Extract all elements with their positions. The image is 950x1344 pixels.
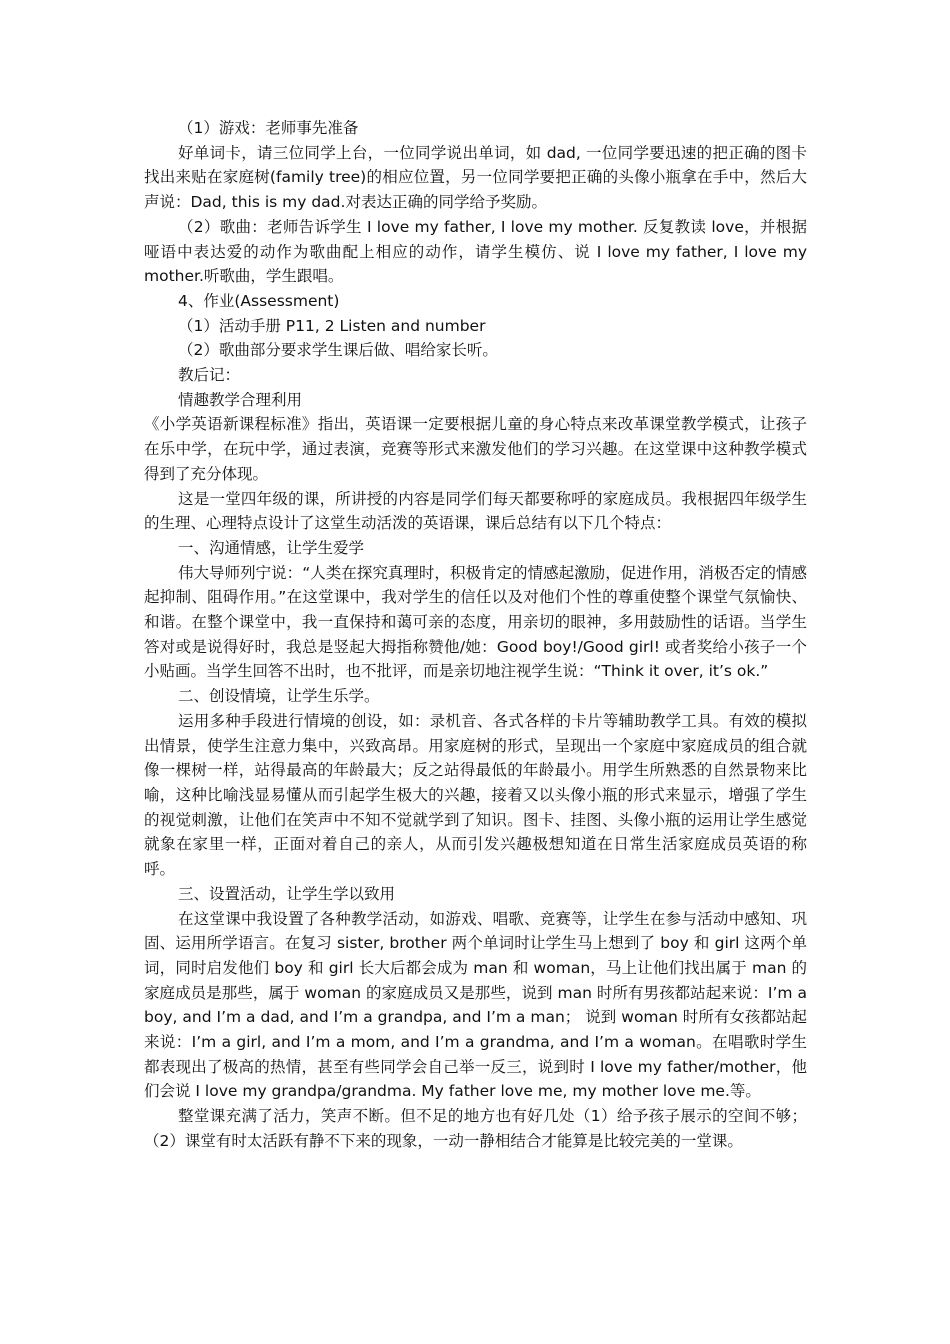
section-heading-2: 二、创设情境，让学生乐学。 [178, 687, 380, 706]
paragraph-section-2: 运用多种手段进行情境的创设，如：录机音、各式各样的卡片等辅助教学工具。有效的模拟出情景，使学生注意力集中，兴致高昂。用家庭树的形式，呈现出一个家庭中家庭成员的组合就像一棵树一样，站得最高的年龄最大；反之站得最低的年龄最小。用学生所熟悉的自然景物来比喻，这种比喻浅显易懂从而引起学生极大的兴趣，接着又以头像小瓶的形式来显示，增强了学生的视觉刺激，让他们在笑声中不知不觉就学到了知识。图卡、挂图、头像小瓶的运用让学生感觉就象在家里一样，正面对着自己的亲人，从而引发兴趣极想知道在日常生活家庭成员英语的称呼。 [144, 711, 807, 879]
paragraph-song: （2）歌曲：老师告诉学生 I love my father, I love my mother. 反复教读 love，并根据哑语中表达爱的动作为歌曲配上相应的动作，请学生模仿、说 I love my father, I love my mother.听歌曲，学生跟唱。 [144, 217, 807, 286]
paragraph-assessment-heading: 4、作业(Assessment) [178, 291, 340, 310]
paragraph-section-3: 在这堂课中我设置了各种教学活动，如游戏、唱歌、竞赛等，让学生在参与活动中感知、巩固、运用所学语言。在复习 sister, brother 两个单词时让学生马上想到了 boy 和 girl 这两个单词，同时启发他们 boy 和 girl 长大后都会成为 man 和 woman，马上让他们找出属于 man 的家庭成员是那些，属于 woman 的家庭成员又是那些，说到 man 时所有男孩都站起来说：I’m a boy, and I’m a dad, and I’m a grandpa, and I’m a man； 说到 woman 时所有女孩都站起来说：I’m a girl, and I’m a mom, and I’m a grandma, and I’m a woman。在唱歌时学生都表现出了极高的热情，甚至有些同学会自己举一反三，说到时 I love my father/mother，他们会说 I love my grandpa/grandma. My father love me, my mother love me.等。 [144, 909, 807, 1101]
paragraph-standard: 《小学英语新课程标准》指出，英语课一定要根据儿童的身心特点来改革课堂教学模式，让孩子在乐中学，在玩中学，通过表演，竞赛等形式来激发他们的学习兴趣。在这堂课中这种教学模式得到了充分体现。 [144, 415, 807, 483]
paragraph-game: （1）游戏：老师事先准备 [178, 119, 359, 137]
paragraph-assessment-2: （2）歌曲部分要求学生课后做、唱给家长听。 [178, 341, 498, 360]
paragraph-game-detail: 好单词卡，请三位同学上台，一位同学说出单词，如 dad, 一位同学要迅速的把正确的图卡找出来贴在家庭树(family tree)的相应位置，另一位同学要把正确的头像小瓶拿在手中，然后大声说：Dad, this is my dad.对表达正确的同学给予奖励。 [144, 143, 807, 212]
paragraph-afterword-heading: 教后记： [178, 366, 241, 385]
document-body [144, 116, 807, 1154]
paragraph-section-1: 伟大导师列宁说：“人类在探究真理时，积极肯定的情感起激励，促进作用，消极否定的情感起抑制、阻碍作用。”在这堂课中，我对学生的信任以及对他们个性的尊重使整个课堂气氛愉快、和谐。在整个课堂中，我一直保持和蔼可亲的态度，用亲切的眼神，多用鼓励性的话语。当学生答对或是说得好时，我总是竖起大拇指称赞他/她：Good boy!/Good girl! 或者奖给小孩子一个小贴画。当学生回答不出时，也不批评，而是亲切地注视学生说：“Think it over, it’s ok.” [144, 563, 807, 681]
paragraph-intro: 这是一堂四年级的课，所讲授的内容是同学们每天都要称呼的家庭成员。我根据四年级学生的生理、心理特点设计了这堂生动活泼的英语课，课后总结有以下几个特点： [144, 489, 807, 533]
paragraph-conclusion: 整堂课充满了活力，笑声不断。但不足的地方也有好几处（1）给予孩子展示的空间不够；（2）课堂有时太活跃有静不下来的现象，一动一静相结合才能算是比较完美的一堂课。 [144, 1107, 807, 1150]
section-heading-3: 三、设置活动，让学生学以致用 [178, 884, 396, 903]
paragraph-afterword-title: 情趣教学合理利用 [178, 390, 303, 409]
paragraph-assessment-1: （1）活动手册 P11, 2 Listen and number [178, 316, 486, 335]
section-heading-1: 一、沟通情感，让学生爱学 [178, 538, 365, 557]
